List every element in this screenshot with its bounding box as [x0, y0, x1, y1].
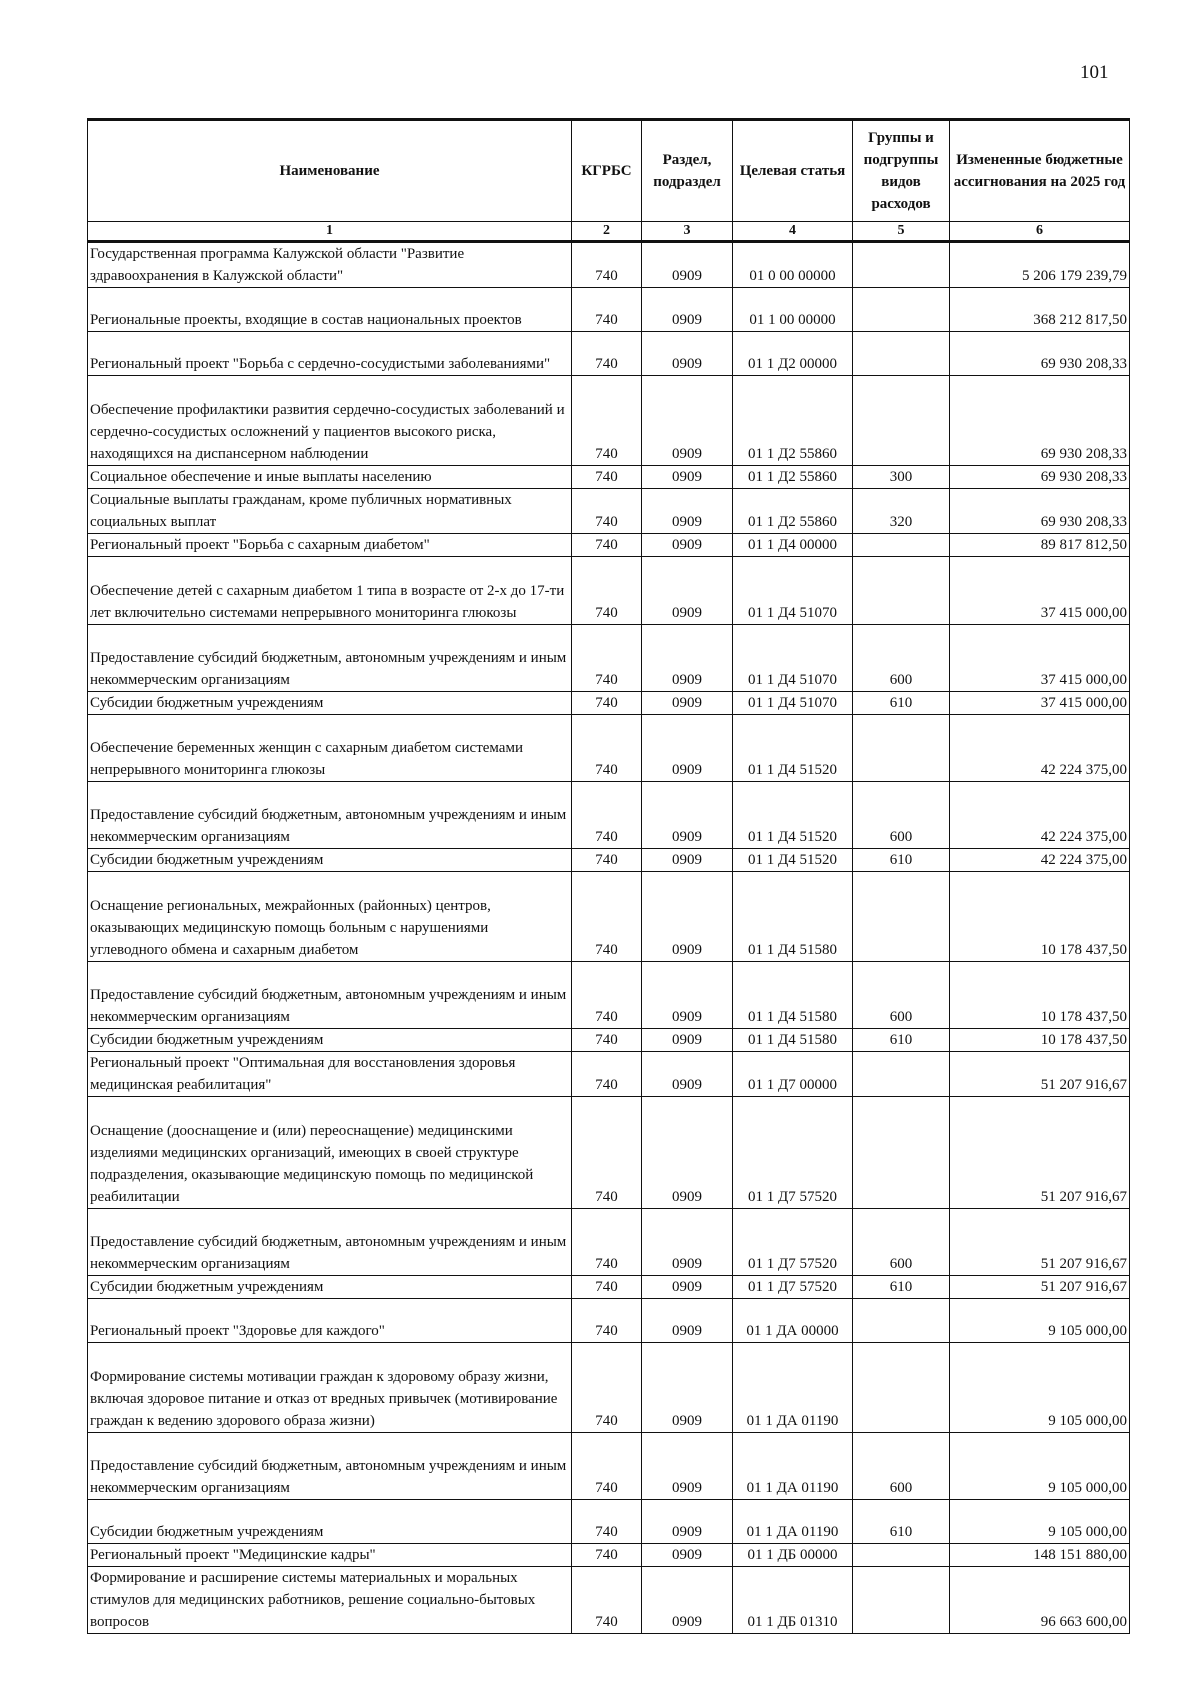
cell-kgrbs: 740	[572, 692, 642, 715]
cell-vid: 600	[853, 625, 950, 692]
cell-celevaya: 01 1 Д4 51580	[733, 1029, 853, 1052]
cell-amount: 5 206 179 239,79	[950, 242, 1130, 288]
cell-amount: 9 105 000,00	[950, 1299, 1130, 1343]
header-row	[88, 120, 1130, 222]
cell-vid: 320	[853, 489, 950, 534]
cell-amount: 42 224 375,00	[950, 782, 1130, 849]
cell-razdel: 0909	[642, 534, 733, 557]
cell-name: Предоставление субсидий бюджетным, автономным учреждениям и иным некоммерческим организациям	[88, 625, 572, 692]
cell-amount: 37 415 000,00	[950, 692, 1130, 715]
cell-razdel: 0909	[642, 557, 733, 625]
cell-razdel: 0909	[642, 1029, 733, 1052]
table-row	[88, 332, 1130, 376]
cell-vid	[853, 1052, 950, 1097]
cell-razdel: 0909	[642, 1052, 733, 1097]
cell-razdel: 0909	[642, 242, 733, 288]
cell-name: Субсидии бюджетным учреждениям	[88, 1029, 572, 1052]
cell-kgrbs: 740	[572, 1433, 642, 1500]
cell-celevaya: 01 1 ДБ 01310	[733, 1567, 853, 1634]
cell-celevaya: 01 1 Д7 57520	[733, 1209, 853, 1276]
table-row	[88, 288, 1130, 332]
cell-kgrbs: 740	[572, 466, 642, 489]
cell-name: Субсидии бюджетным учреждениям	[88, 1500, 572, 1544]
cell-name: Социальные выплаты гражданам, кроме публичных нормативных социальных выплат	[88, 489, 572, 534]
cell-vid: 600	[853, 1209, 950, 1276]
cell-razdel: 0909	[642, 782, 733, 849]
cell-razdel: 0909	[642, 489, 733, 534]
cell-amount: 89 817 812,50	[950, 534, 1130, 557]
cell-amount: 9 105 000,00	[950, 1433, 1130, 1500]
page-number: 101	[1080, 62, 1109, 83]
cell-celevaya: 01 1 Д2 00000	[733, 332, 853, 376]
cell-kgrbs: 740	[572, 782, 642, 849]
cell-vid	[853, 376, 950, 466]
cell-amount: 37 415 000,00	[950, 557, 1130, 625]
cell-celevaya: 01 1 Д4 00000	[733, 534, 853, 557]
cell-amount: 51 207 916,67	[950, 1209, 1130, 1276]
cell-name: Обеспечение профилактики развития сердечно-сосудистых заболеваний и сердечно-сосудистых осложнений у пациентов высокого риска, находящихся на диспансерном наблюдении	[88, 376, 572, 466]
cell-amount: 10 178 437,50	[950, 872, 1130, 962]
cell-razdel: 0909	[642, 1500, 733, 1544]
cell-celevaya: 01 1 Д4 51580	[733, 872, 853, 962]
cell-razdel: 0909	[642, 1097, 733, 1209]
cell-razdel: 0909	[642, 376, 733, 466]
table-row	[88, 872, 1130, 962]
cell-name: Обеспечение детей с сахарным диабетом 1 типа в возрасте от 2-х до 17-ти лет включительно системами непрерывного мониторинга глюкозы	[88, 557, 572, 625]
cell-vid	[853, 1343, 950, 1433]
cell-kgrbs: 740	[572, 1276, 642, 1299]
cell-amount: 9 105 000,00	[950, 1500, 1130, 1544]
cell-celevaya: 01 1 Д4 51520	[733, 849, 853, 872]
cell-vid: 600	[853, 1433, 950, 1500]
cell-kgrbs: 740	[572, 849, 642, 872]
cell-celevaya: 01 1 ДА 01190	[733, 1500, 853, 1544]
cell-celevaya: 01 1 00 00000	[733, 288, 853, 332]
cell-razdel: 0909	[642, 332, 733, 376]
cell-name: Региональный проект "Здоровье для каждого"	[88, 1299, 572, 1343]
table-row	[88, 625, 1130, 692]
cell-name: Предоставление субсидий бюджетным, автономным учреждениям и иным некоммерческим организациям	[88, 962, 572, 1029]
cell-name: Предоставление субсидий бюджетным, автономным учреждениям и иным некоммерческим организациям	[88, 1209, 572, 1276]
column-number-row	[88, 222, 1130, 242]
cell-name: Предоставление субсидий бюджетным, автономным учреждениям и иным некоммерческим организациям	[88, 782, 572, 849]
cell-vid	[853, 534, 950, 557]
cell-vid: 300	[853, 466, 950, 489]
table-row	[88, 1029, 1130, 1052]
column-number: 3	[642, 222, 733, 242]
cell-amount: 51 207 916,67	[950, 1097, 1130, 1209]
cell-amount: 96 663 600,00	[950, 1567, 1130, 1634]
cell-celevaya: 01 1 Д7 57520	[733, 1097, 853, 1209]
cell-vid	[853, 1097, 950, 1209]
table-row	[88, 849, 1130, 872]
cell-name: Субсидии бюджетным учреждениям	[88, 1276, 572, 1299]
table-row	[88, 1097, 1130, 1209]
cell-vid: 610	[853, 1500, 950, 1544]
cell-name: Социальное обеспечение и иные выплаты населению	[88, 466, 572, 489]
table-row	[88, 715, 1130, 782]
table-row	[88, 1052, 1130, 1097]
cell-celevaya: 01 1 ДА 01190	[733, 1343, 853, 1433]
budget-table	[87, 118, 1130, 1634]
cell-razdel: 0909	[642, 625, 733, 692]
cell-name: Субсидии бюджетным учреждениям	[88, 692, 572, 715]
cell-vid: 600	[853, 782, 950, 849]
cell-vid	[853, 872, 950, 962]
cell-celevaya: 01 1 Д4 51070	[733, 557, 853, 625]
cell-vid	[853, 557, 950, 625]
cell-razdel: 0909	[642, 715, 733, 782]
cell-kgrbs: 740	[572, 376, 642, 466]
cell-name: Формирование системы мотивации граждан к здоровому образу жизни, включая здоровое питание и отказ от вредных привычек (мотивирование граждан к ведению здорового образа жизни)	[88, 1343, 572, 1433]
cell-razdel: 0909	[642, 1299, 733, 1343]
cell-kgrbs: 740	[572, 534, 642, 557]
cell-celevaya: 01 1 Д2 55860	[733, 466, 853, 489]
cell-name: Оснащение (дооснащение и (или) переоснащение) медицинскими изделиями медицинских организаций, имеющих в своей структуре подразделения, оказывающие медицинскую помощь по медицинской реабилитации	[88, 1097, 572, 1209]
cell-celevaya: 01 1 Д4 51520	[733, 715, 853, 782]
cell-razdel: 0909	[642, 849, 733, 872]
cell-amount: 10 178 437,50	[950, 962, 1130, 1029]
cell-vid: 610	[853, 1029, 950, 1052]
cell-vid	[853, 1544, 950, 1567]
cell-razdel: 0909	[642, 872, 733, 962]
cell-name: Предоставление субсидий бюджетным, автономным учреждениям и иным некоммерческим организациям	[88, 1433, 572, 1500]
cell-name: Обеспечение беременных женщин с сахарным диабетом системами непрерывного мониторинга глюкозы	[88, 715, 572, 782]
table-body	[88, 242, 1130, 1634]
cell-name: Оснащение региональных, межрайонных (районных) центров, оказывающих медицинскую помощь больным с нарушениями углеводного обмена и сахарным диабетом	[88, 872, 572, 962]
cell-amount: 42 224 375,00	[950, 849, 1130, 872]
cell-kgrbs: 740	[572, 1209, 642, 1276]
cell-name: Государственная программа Калужской области "Развитие здравоохранения в Калужской области"	[88, 242, 572, 288]
cell-celevaya: 01 1 Д7 57520	[733, 1276, 853, 1299]
cell-razdel: 0909	[642, 466, 733, 489]
table-row	[88, 1299, 1130, 1343]
table-row	[88, 534, 1130, 557]
cell-razdel: 0909	[642, 1567, 733, 1634]
cell-amount: 10 178 437,50	[950, 1029, 1130, 1052]
cell-vid	[853, 288, 950, 332]
cell-kgrbs: 740	[572, 242, 642, 288]
cell-amount: 148 151 880,00	[950, 1544, 1130, 1567]
cell-kgrbs: 740	[572, 1343, 642, 1433]
cell-kgrbs: 740	[572, 1299, 642, 1343]
cell-kgrbs: 740	[572, 715, 642, 782]
cell-name: Региональный проект "Оптимальная для восстановления здоровья медицинская реабилитация"	[88, 1052, 572, 1097]
cell-razdel: 0909	[642, 1276, 733, 1299]
cell-amount: 9 105 000,00	[950, 1343, 1130, 1433]
cell-amount: 37 415 000,00	[950, 625, 1130, 692]
table-row	[88, 1276, 1130, 1299]
column-number: 4	[733, 222, 853, 242]
table-row	[88, 1433, 1130, 1500]
table-row	[88, 1500, 1130, 1544]
table-row	[88, 962, 1130, 1029]
header-vid: Группы и подгруппы видов расходов	[853, 120, 950, 222]
table-row	[88, 376, 1130, 466]
cell-razdel: 0909	[642, 962, 733, 1029]
cell-razdel: 0909	[642, 692, 733, 715]
table-row	[88, 242, 1130, 288]
cell-amount: 69 930 208,33	[950, 332, 1130, 376]
header-celevaya: Целевая статья	[733, 120, 853, 222]
cell-vid	[853, 332, 950, 376]
cell-amount: 69 930 208,33	[950, 489, 1130, 534]
header-name: Наименование	[88, 120, 572, 222]
cell-name: Региональный проект "Медицинские кадры"	[88, 1544, 572, 1567]
cell-celevaya: 01 1 Д4 51070	[733, 692, 853, 715]
cell-celevaya: 01 1 Д4 51580	[733, 962, 853, 1029]
table-row	[88, 466, 1130, 489]
cell-name: Формирование и расширение системы материальных и моральных стимулов для медицинских работников, решение социально-бытовых вопросов	[88, 1567, 572, 1634]
cell-kgrbs: 740	[572, 557, 642, 625]
cell-razdel: 0909	[642, 1433, 733, 1500]
cell-kgrbs: 740	[572, 332, 642, 376]
column-number: 2	[572, 222, 642, 242]
cell-name: Региональный проект "Борьба с сахарным диабетом"	[88, 534, 572, 557]
cell-kgrbs: 740	[572, 1567, 642, 1634]
cell-vid: 610	[853, 692, 950, 715]
header-amount: Измененные бюджетные ассигнования на 2025 год	[950, 120, 1130, 222]
cell-celevaya: 01 1 ДБ 00000	[733, 1544, 853, 1567]
column-number: 5	[853, 222, 950, 242]
cell-amount: 69 930 208,33	[950, 376, 1130, 466]
cell-vid: 600	[853, 962, 950, 1029]
table-row	[88, 1209, 1130, 1276]
cell-kgrbs: 740	[572, 872, 642, 962]
cell-name: Региональный проект "Борьба с сердечно-сосудистыми заболеваниями"	[88, 332, 572, 376]
column-number: 6	[950, 222, 1130, 242]
cell-vid: 610	[853, 1276, 950, 1299]
cell-vid	[853, 242, 950, 288]
cell-amount: 51 207 916,67	[950, 1276, 1130, 1299]
cell-celevaya: 01 1 Д2 55860	[733, 376, 853, 466]
cell-celevaya: 01 1 Д4 51070	[733, 625, 853, 692]
table-row	[88, 1567, 1130, 1634]
cell-amount: 69 930 208,33	[950, 466, 1130, 489]
cell-amount: 368 212 817,50	[950, 288, 1130, 332]
cell-name: Региональные проекты, входящие в состав национальных проектов	[88, 288, 572, 332]
header-kgrbs: КГРБС	[572, 120, 642, 222]
cell-kgrbs: 740	[572, 1097, 642, 1209]
cell-vid	[853, 1567, 950, 1634]
cell-razdel: 0909	[642, 1544, 733, 1567]
cell-vid	[853, 715, 950, 782]
cell-amount: 42 224 375,00	[950, 715, 1130, 782]
cell-kgrbs: 740	[572, 1544, 642, 1567]
cell-kgrbs: 740	[572, 1029, 642, 1052]
cell-kgrbs: 740	[572, 288, 642, 332]
table-row	[88, 489, 1130, 534]
cell-celevaya: 01 1 Д7 00000	[733, 1052, 853, 1097]
cell-kgrbs: 740	[572, 489, 642, 534]
header-razdel: Раздел, подраздел	[642, 120, 733, 222]
cell-razdel: 0909	[642, 1343, 733, 1433]
cell-kgrbs: 740	[572, 1500, 642, 1544]
cell-amount: 51 207 916,67	[950, 1052, 1130, 1097]
cell-celevaya: 01 0 00 00000	[733, 242, 853, 288]
cell-razdel: 0909	[642, 1209, 733, 1276]
cell-kgrbs: 740	[572, 962, 642, 1029]
cell-celevaya: 01 1 Д2 55860	[733, 489, 853, 534]
table-row	[88, 1544, 1130, 1567]
table-row	[88, 782, 1130, 849]
column-number: 1	[88, 222, 572, 242]
table-row	[88, 1343, 1130, 1433]
cell-razdel: 0909	[642, 288, 733, 332]
cell-celevaya: 01 1 ДА 01190	[733, 1433, 853, 1500]
cell-name: Субсидии бюджетным учреждениям	[88, 849, 572, 872]
cell-celevaya: 01 1 ДА 00000	[733, 1299, 853, 1343]
cell-vid	[853, 1299, 950, 1343]
table-row	[88, 692, 1130, 715]
cell-celevaya: 01 1 Д4 51520	[733, 782, 853, 849]
cell-vid: 610	[853, 849, 950, 872]
table-row	[88, 557, 1130, 625]
cell-kgrbs: 740	[572, 625, 642, 692]
cell-kgrbs: 740	[572, 1052, 642, 1097]
